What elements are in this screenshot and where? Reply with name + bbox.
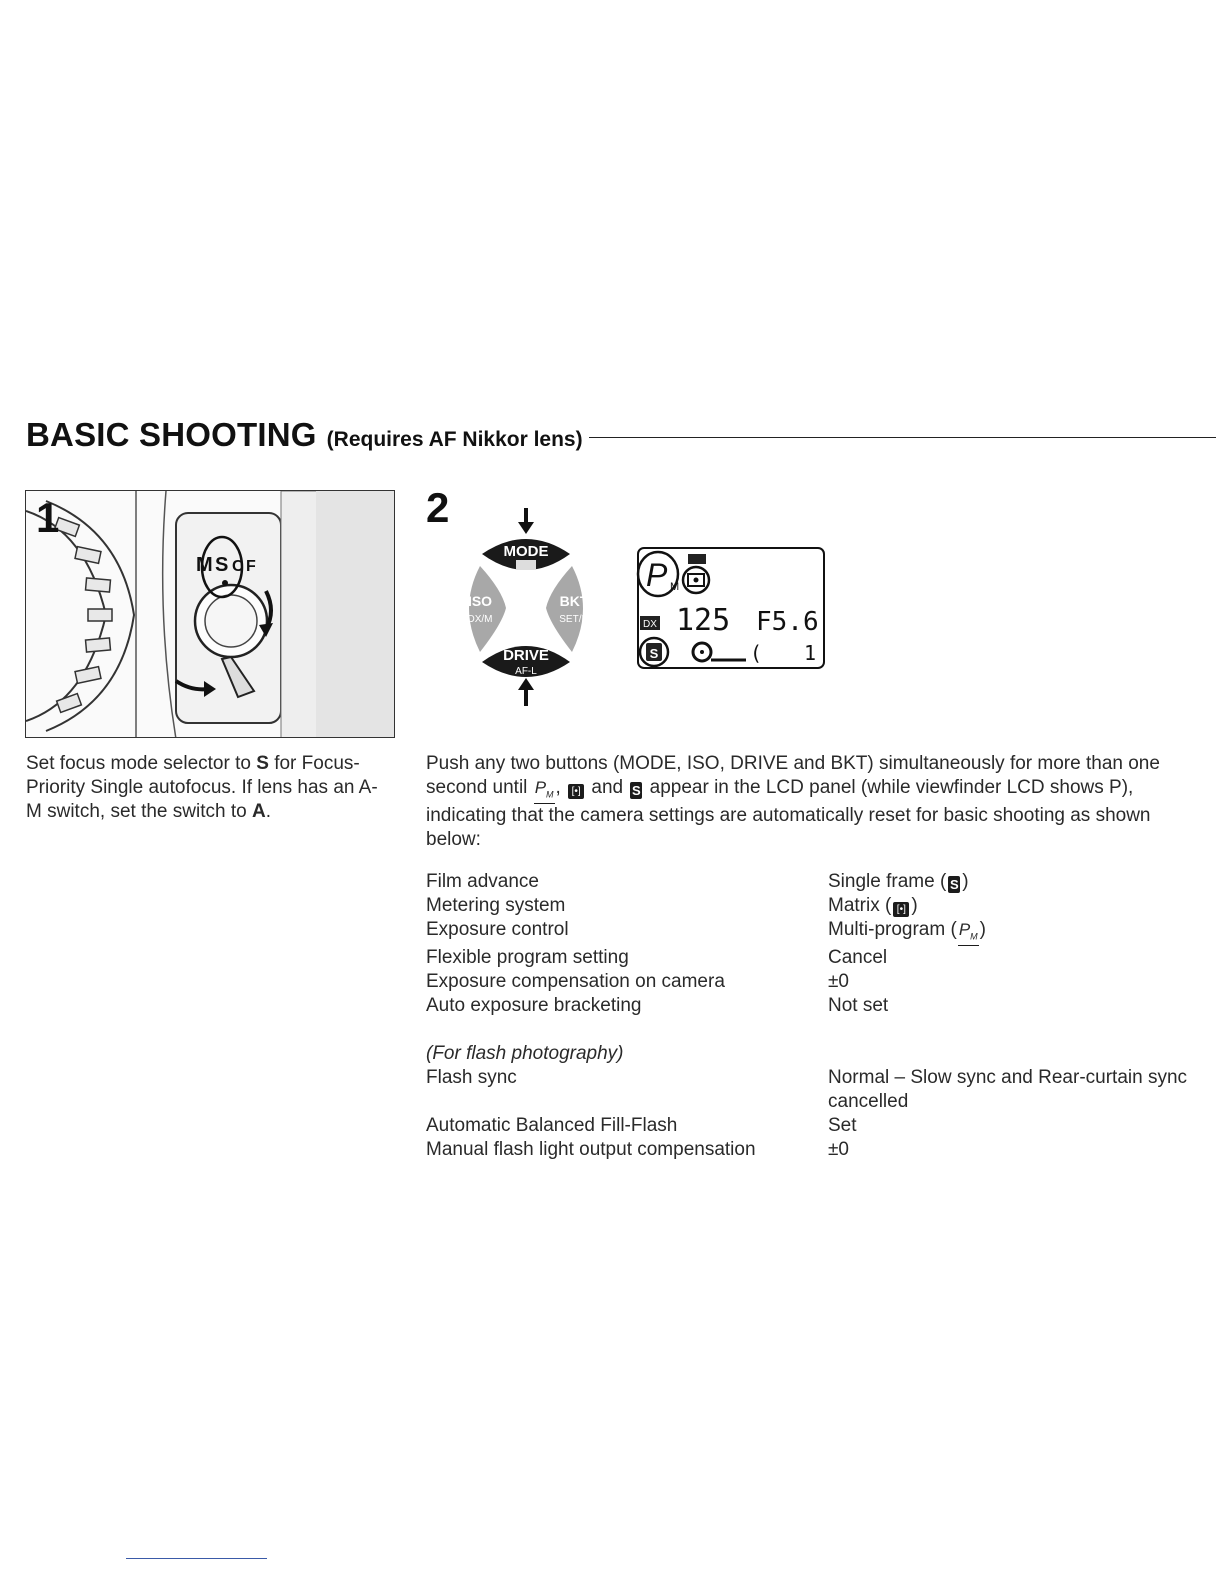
setting-row — [426, 870, 1202, 894]
caption2-comma: , — [555, 777, 567, 798]
setting-label: Exposure control — [426, 919, 569, 940]
footer-rule — [126, 1558, 267, 1559]
setting-value: Cancel — [828, 947, 888, 969]
focus-selector-drawing — [26, 491, 395, 738]
focus-selector-illustration — [25, 490, 395, 738]
program-glyph-letter: P — [534, 778, 547, 797]
single-frame-glyph: S — [632, 783, 641, 798]
setting-value: ±0 — [828, 971, 849, 993]
mode-button-label: MODE — [503, 543, 549, 560]
setting-label: Auto exposure bracketing — [426, 995, 642, 1017]
setting-label: Film advance — [426, 871, 539, 892]
selector-letter-f: F — [246, 558, 256, 575]
lcd-aperture: F5.6 — [756, 607, 819, 637]
setting-row — [426, 1066, 1202, 1114]
lcd-dx: DX — [643, 619, 657, 630]
page-title: BASIC SHOOTING — [26, 416, 317, 453]
setting-value — [828, 894, 1202, 918]
program-glyph-sub: M — [546, 789, 554, 800]
caption1-bold-s: S — [256, 753, 269, 774]
setting-value: Set — [828, 1115, 857, 1137]
selector-letter-c: C — [232, 558, 244, 575]
setting-value-text: Multi-program ( — [828, 919, 957, 940]
caption2-and: and — [586, 777, 629, 798]
setting-row — [426, 946, 1202, 970]
lcd-frame-mode: S — [649, 646, 659, 661]
setting-label: Automatic Balanced Fill-Flash — [426, 1115, 678, 1137]
setting-label: Exposure compensation on camera — [426, 971, 725, 993]
lcd-drawing — [632, 546, 828, 672]
bkt-button-label: BKT — [559, 593, 589, 609]
setting-value-end: ) — [979, 919, 986, 940]
caption1-bold-a: A — [251, 801, 266, 822]
setting-value: ±0 — [828, 1139, 849, 1161]
setting-label: Flexible program setting — [426, 947, 629, 969]
setting-label: Flash sync — [426, 1067, 517, 1089]
setting-value — [828, 870, 1202, 894]
svg-text:(: ( — [750, 641, 763, 665]
step-1-number: 1 — [36, 494, 60, 541]
selector-letter-s: S — [215, 554, 229, 576]
caption1-part2: for Focus-Priority Single autofocus. If lens has an A-M switch, set the switch to — [26, 753, 378, 822]
lcd-program-sub: M — [670, 581, 680, 593]
iso-button-sublabel: DX/M — [467, 614, 493, 625]
settings-table — [426, 870, 1202, 1162]
drive-button-sublabel: AF-L — [515, 666, 537, 677]
camera-buttons-diagram — [454, 504, 604, 714]
page-subtitle: (Requires AF Nikkor lens) — [326, 428, 583, 451]
setting-label: Metering system — [426, 895, 566, 916]
setting-row — [426, 994, 1202, 1018]
spacer — [426, 1018, 1202, 1042]
setting-row — [426, 1114, 1202, 1138]
setting-value-end: ) — [962, 871, 969, 892]
setting-value: Not set — [828, 995, 889, 1017]
matrix-glyph: [•] — [568, 784, 584, 799]
caption2-part1: Push any two buttons (MODE, ISO, DRIVE and BKT) simultaneously for more than one second until — [426, 753, 1160, 798]
page-header — [26, 410, 1216, 454]
drive-button-label: DRIVE — [503, 647, 549, 664]
header-rule — [589, 437, 1216, 438]
setting-value: Normal – Slow sync and Rear-curtain sync cancelled — [828, 1067, 1188, 1113]
setting-value — [828, 918, 1202, 946]
program-glyph — [958, 921, 979, 946]
caption2-part2: appear in the LCD panel (while viewfinder LCD shows P), indicating that the camera settings are automatically reset for basic shooting as shown below: — [426, 777, 1151, 851]
setting-row — [426, 970, 1202, 994]
single-frame-glyph: S — [949, 877, 959, 892]
setting-row — [426, 918, 1202, 946]
selector-letter-m: M — [196, 554, 213, 576]
program-glyph — [534, 779, 555, 804]
setting-label: Manual flash light output compensation — [426, 1139, 756, 1161]
step-2-number: 2 — [426, 484, 450, 531]
caption1-part1: Set focus mode selector to — [26, 753, 257, 774]
setting-row — [426, 1138, 1202, 1162]
setting-row — [426, 894, 1202, 918]
setting-value-end: ) — [911, 895, 918, 916]
program-glyph-sub: M — [970, 931, 978, 942]
program-glyph-letter: P — [958, 920, 971, 939]
buttons-drawing — [454, 504, 604, 714]
lcd-shutter: 125 — [676, 603, 731, 638]
step-2-caption — [426, 752, 1202, 852]
setting-value-text: Matrix ( — [828, 895, 892, 916]
bkt-button-sublabel: SET/R — [559, 614, 589, 625]
flash-heading: (For flash photography) — [426, 1043, 624, 1065]
matrix-glyph: [•] — [893, 902, 909, 917]
lcd-counter: 1 — [804, 641, 817, 665]
setting-value-text: Single frame ( — [828, 871, 947, 892]
lcd-panel-diagram — [632, 546, 828, 672]
flash-heading-row — [426, 1042, 1202, 1066]
iso-button-label: ISO — [467, 593, 493, 609]
lcd-program-letter: P — [646, 557, 668, 593]
step-1-caption — [26, 752, 386, 824]
caption1-end: . — [265, 801, 271, 822]
